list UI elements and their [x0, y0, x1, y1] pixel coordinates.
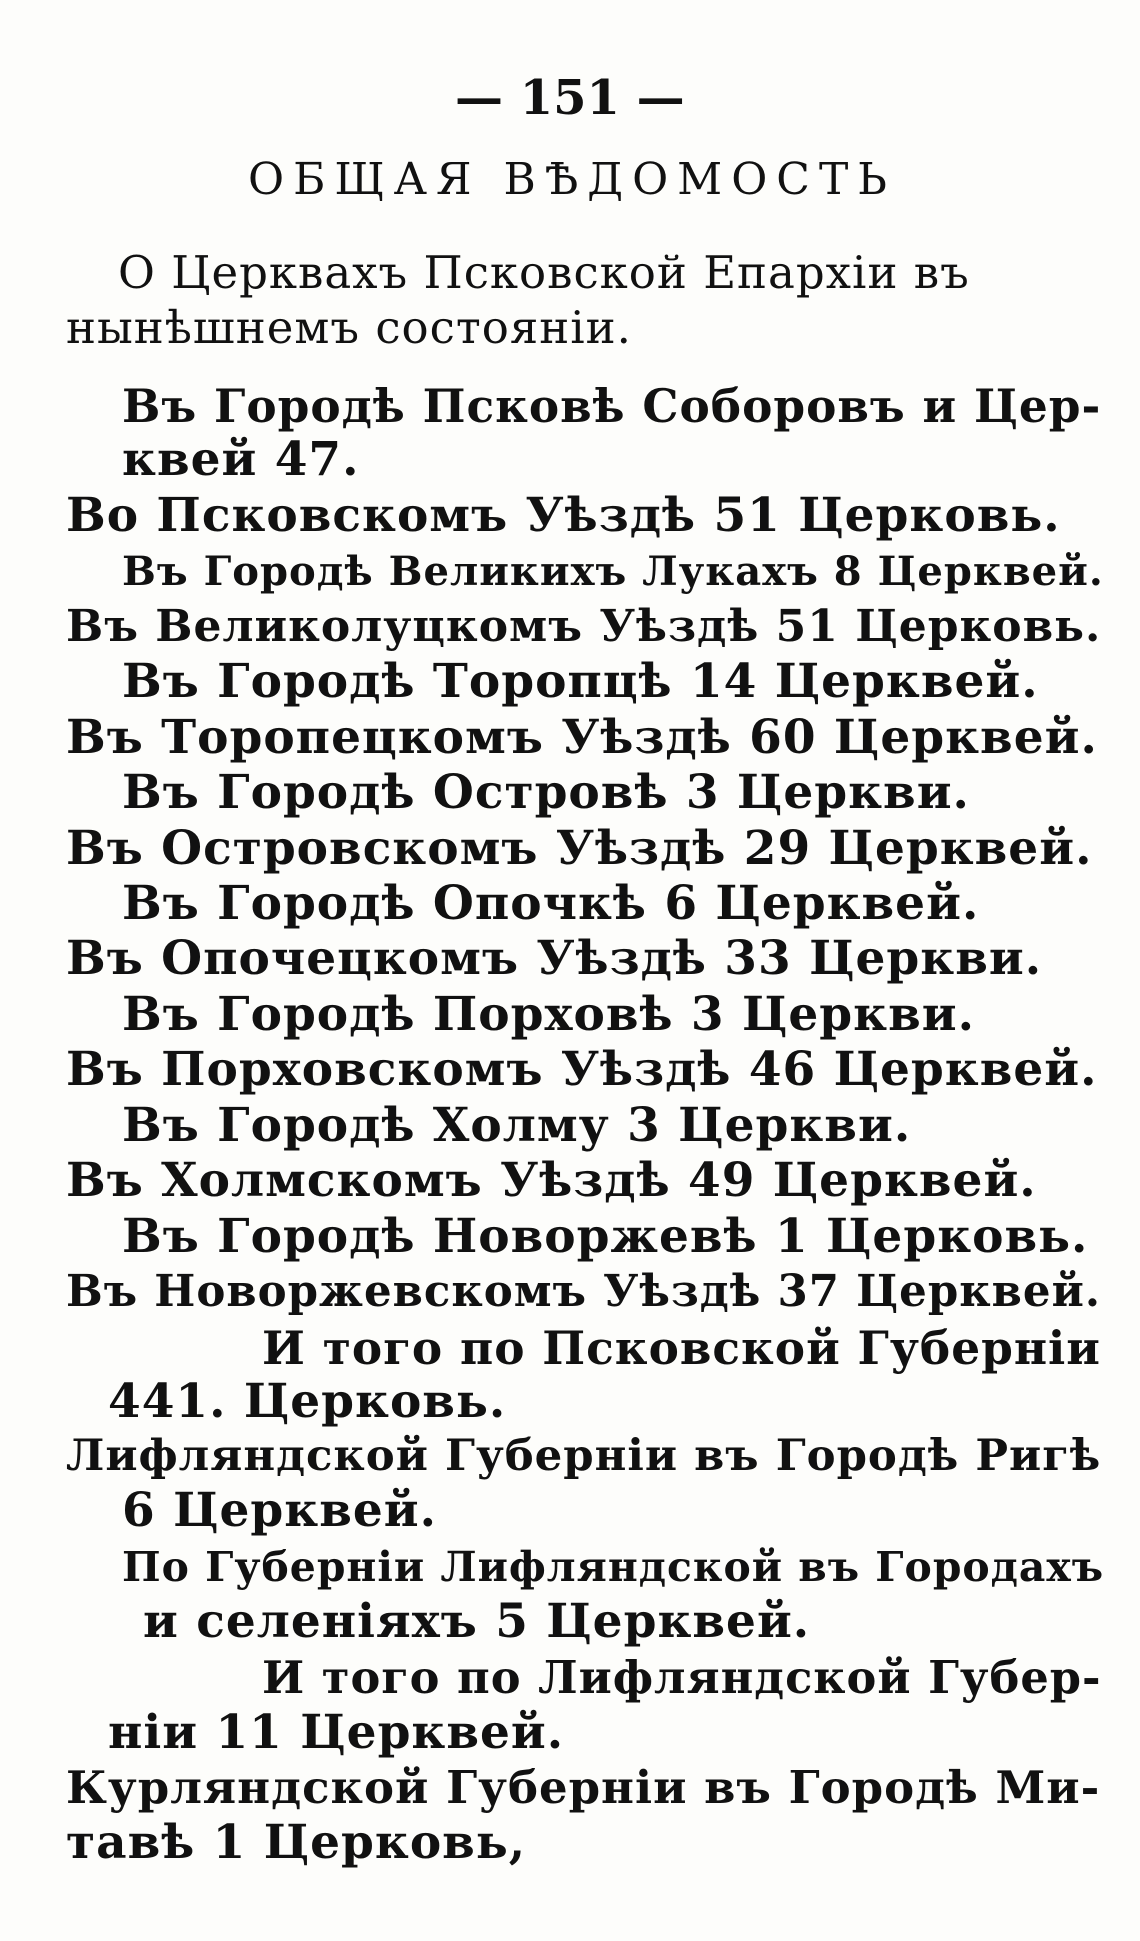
entry-line-26: Курляндской Губерніи въ Городѣ Ми- — [66, 1761, 1101, 1814]
entry-line-11: Въ Опочецкомъ Уѣздѣ 33 Церкви. — [66, 931, 1043, 986]
page-title: ОБЩАЯ ВѢДОМОСТЬ — [248, 154, 896, 205]
entry-line-24: И того по Лифляндской Губер- — [262, 1651, 1102, 1704]
entry-line-14: Въ Городѣ Холму 3 Церкви. — [122, 1098, 912, 1153]
entry-line-10: Въ Городѣ Опочкѣ 6 Церквей. — [122, 876, 980, 931]
entry-line-25: ніи 11 Церквей. — [108, 1705, 565, 1760]
entry-line-18: И того по Псковской Губерніи — [262, 1321, 1101, 1375]
entry-line-2: квей 47. — [122, 432, 360, 487]
entry-line-17: Въ Новоржевскомъ Уѣздѣ 37 Церквей. — [66, 1266, 1101, 1317]
entry-line-12: Въ Городѣ Порховѣ 3 Церкви. — [122, 987, 975, 1042]
subtitle-line-1: О Церквахъ Псковской Епархіи въ — [118, 246, 970, 299]
entry-line-6: Въ Городѣ Торопцѣ 14 Церквей. — [122, 654, 1039, 709]
entry-line-3: Во Псковскомъ Уѣздѣ 51 Церковь. — [66, 488, 1061, 543]
entry-line-27: тавѣ 1 Церковь, — [66, 1815, 527, 1870]
entry-line-23: и селеніяхъ 5 Церквей. — [143, 1594, 811, 1649]
entry-line-4: Въ Городѣ Великихъ Лукахъ 8 Церквей. — [122, 548, 1104, 595]
entry-line-15: Въ Холмскомъ Уѣздѣ 49 Церквей. — [66, 1153, 1037, 1208]
entry-line-5: Въ Великолуцкомъ Уѣздѣ 51 Церковь. — [66, 601, 1102, 652]
page-number: — 151 — — [455, 70, 685, 126]
entry-line-7: Въ Торопецкомъ Уѣздѣ 60 Церквей. — [66, 710, 1098, 765]
entry-line-21: 6 Церквей. — [122, 1483, 437, 1538]
entry-line-16: Въ Городѣ Новоржевѣ 1 Церковь. — [122, 1209, 1089, 1264]
subtitle-line-2: нынѣшнемъ состояніи. — [66, 301, 632, 354]
entry-line-1: Въ Городѣ Псковѣ Соборовъ и Цер- — [122, 379, 1102, 433]
entry-line-19: 441. Церковь. — [108, 1374, 507, 1429]
entry-line-9: Въ Островскомъ Уѣздѣ 29 Церквей. — [66, 821, 1093, 876]
entry-line-20: Лифляндской Губерніи въ Городѣ Ригѣ — [66, 1430, 1102, 1481]
entry-line-8: Въ Городѣ Островѣ 3 Церкви. — [122, 765, 970, 820]
entry-line-22: По Губерніи Лифляндской въ Городахъ — [122, 1543, 1105, 1591]
entry-line-13: Въ Порховскомъ Уѣздѣ 46 Церквей. — [66, 1042, 1098, 1097]
